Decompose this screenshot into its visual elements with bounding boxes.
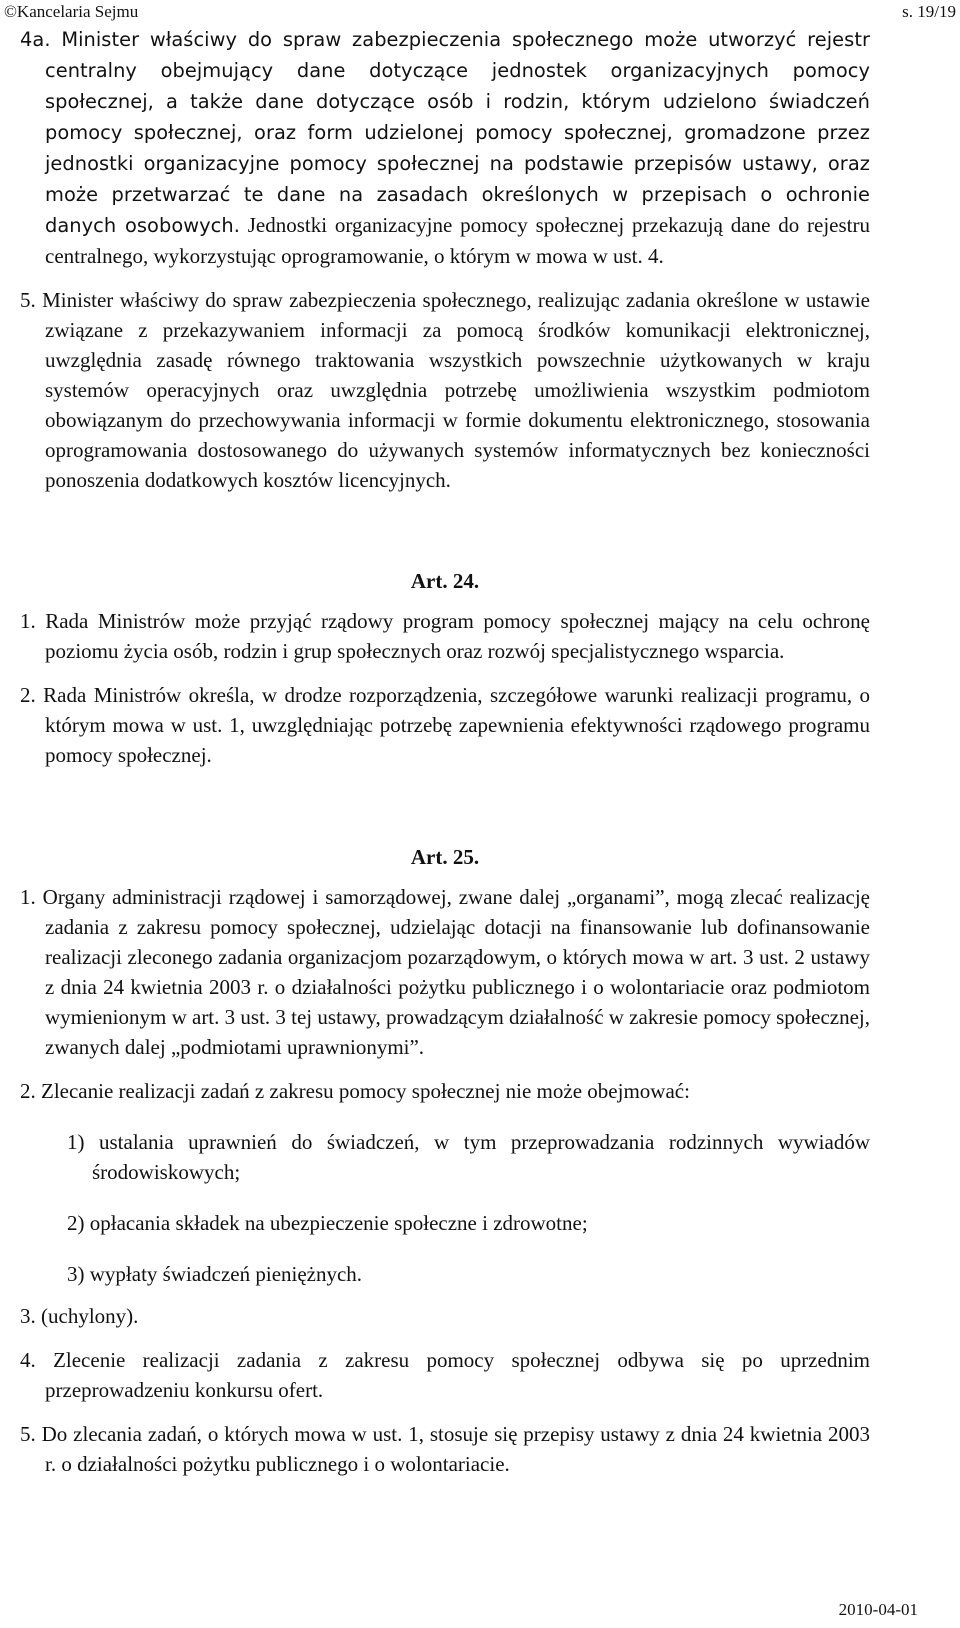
article-24-title: Art. 24. xyxy=(410,569,480,593)
article-25-paragraph-4: 4. Zlecenie realizacji zadania z zakresu pomocy społecznej odbywa się po uprzednim przeprowadzeniu konkursu ofert. xyxy=(20,1348,870,1402)
article-25-paragraph-1: 1. Organy administracji rządowej i samorządowej, zwane dalej „organami”, mogą zlecać realizację zadania z zakresu pomocy społecznej, udzielając dotacji na finansowanie lub dofinansowanie realizacji zleconego zadania organizacjom pozarządowym, o których mowa w art. 3 ust. 2 ustawy z dnia 24 kwietnia 2003 r. o działalności pożytku publicznego i o wolontariacie oraz podmiotom wymienionym w art. 3 ust. 3 tej ustawy, prowadzącym działalność w zakresie pomocy społecznej, zwanych dalej „podmiotami uprawnionymi”. xyxy=(20,885,870,1059)
article-25-point-1: 1) ustalania uprawnień do świadczeń, w tym przeprowadzania rodzinnych wywiadów środowiskowych; xyxy=(67,1130,870,1184)
article-25-paragraph-3: 3. (uchylony). xyxy=(20,1304,139,1328)
page-number: s. 19/19 xyxy=(902,2,956,21)
article-25-point-3: 3) wypłaty świadczeń pieniężnych. xyxy=(67,1262,363,1286)
article-25-point-2: 2) opłacania składek na ubezpieczenie społeczne i zdrowotne; xyxy=(67,1211,588,1235)
copyright-link-text[interactable]: ©Kancelaria Sejmu xyxy=(4,2,139,21)
article-24-paragraph-1: 1. Rada Ministrów może przyjąć rządowy program pomocy społecznej mający na celu ochronę poziomu życia osób, rodzin i grup społecznych oraz rozwój specjalistycznego wsparcia. xyxy=(20,609,870,663)
article-24-paragraph-2: 2. Rada Ministrów określa, w drodze rozporządzenia, szczegółowe warunki realizacji programu, o którym mowa w ust. 1, uwzględniając potrzebę zapewnienia efektywności rządowego programu pomocy społecznej. xyxy=(20,683,870,767)
section-4a-and-5 xyxy=(20,24,870,509)
footer-date: 2010-04-01 xyxy=(838,1600,918,1619)
paragraph-5: 5. Minister właściwy do spraw zabezpieczenia społecznego, realizując zadania określone w ustawie związane z przekazywaniem informacji za pomocą środków komunikacji elektronicznej, uwzględnia zasadę równego traktowania wszystkich powszechnie użytkowanych w kraju systemów operacyjnych oraz uwzględnia potrzebę umożliwienia wszystkim podmiotom obowiązanym do przechowywania informacji w formie dokumentu elektronicznego, stosowania oprogramowania dostosowanego do używanych systemów informatycznych bez konieczności ponoszenia dodatkowych kosztów licencyjnych. xyxy=(20,288,870,492)
page-header xyxy=(4,0,956,24)
paragraph-4a-text: 4a. Minister właściwy do spraw zabezpieczenia społecznego może utworzyć rejestr centralny obejmujący dane dotyczące jednostek organizacyjnych pomocy społecznej, a także dane dotyczące osób i rodzin, którym udzielono świadczeń pomocy społecznej, oraz form udzielonej pomocy społecznej, gromadzone przez jednostki organizacyjne pomocy społecznej na podstawie przepisów ustawy, oraz może przetwarzać te dane na zasadach określonych w przepisach o ochronie danych osobowych. xyxy=(20,28,870,237)
article-25-paragraph-5: 5. Do zlecania zadań, o których mowa w ust. 1, stosuje się przepisy ustawy z dnia 24 kwietnia 2003 r. o działalności pożytku publicznego i o wolontariacie. xyxy=(20,1422,870,1476)
paragraph-4a xyxy=(20,24,870,271)
copyright-link[interactable] xyxy=(4,0,138,24)
article-24 xyxy=(20,566,870,784)
article-25-paragraph-2: 2. Zlecanie realizacji zadań z zakresu pomocy społecznej nie może obejmować: xyxy=(20,1079,690,1103)
paragraph-4a-continued: Jednostki organizacyjne pomocy społecznej przekazują dane do rejestru centralnego, wykorzystując oprogramowanie, o którym w mowa w ust. 4. xyxy=(45,213,870,268)
article-25 xyxy=(20,842,870,1493)
article-25-title: Art. 25. xyxy=(410,845,480,869)
